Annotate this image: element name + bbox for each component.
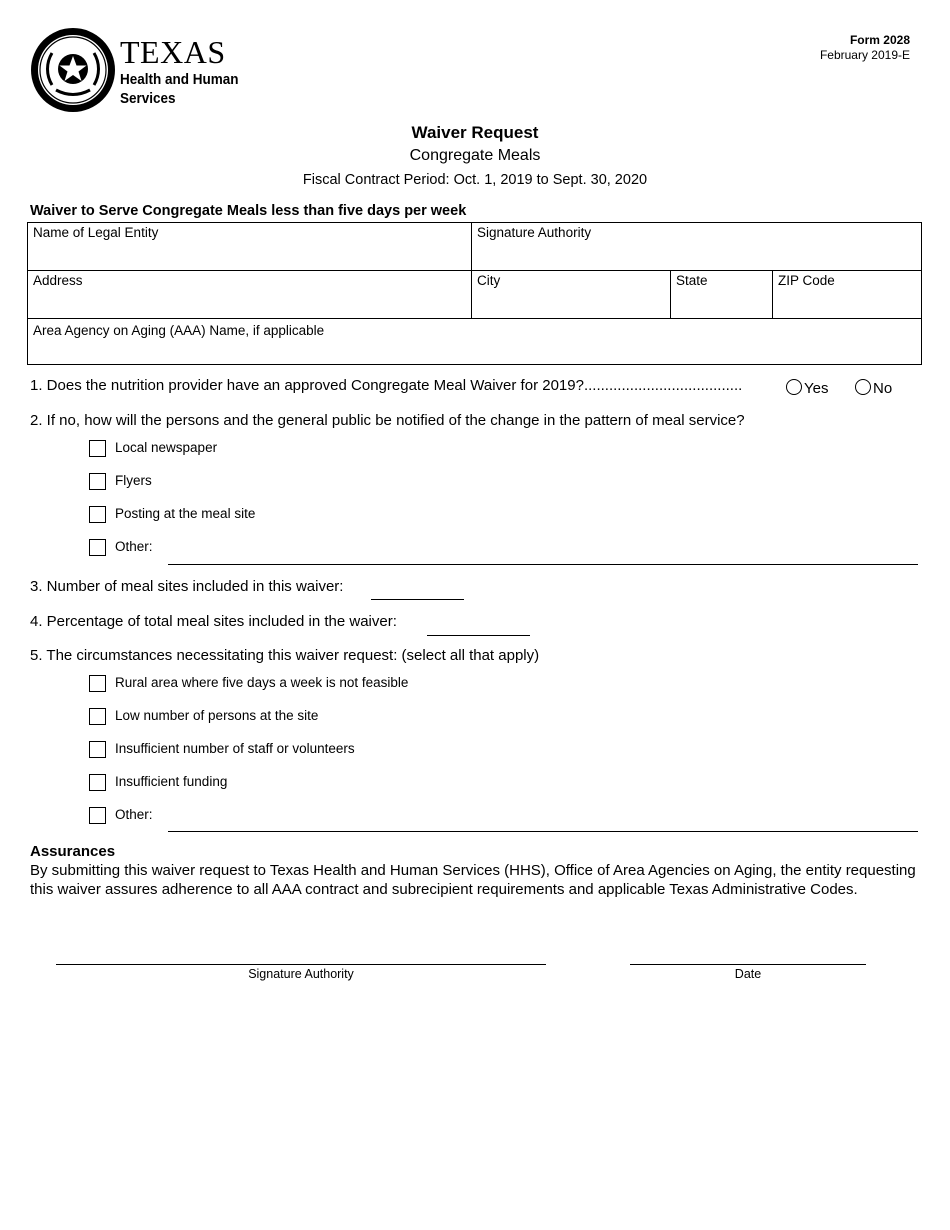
question-5: 5. The circumstances necessitating this waiver request: (select all that apply) — [30, 647, 540, 664]
state-field[interactable] — [671, 271, 773, 319]
date-caption: Date — [734, 967, 762, 981]
fiscal-period: Fiscal Contract Period: Oct. 1, 2019 to Sept. 30, 2020 — [302, 172, 648, 188]
q2-option-label: Other: — [115, 539, 153, 554]
form-identifier — [820, 33, 910, 63]
signature-line[interactable] — [56, 964, 546, 965]
q2-flyers-checkbox[interactable] — [89, 473, 106, 490]
question-3: 3. Number of meal sites included in this waiver: — [30, 578, 344, 595]
radio-circle-icon — [855, 379, 871, 395]
aaa-name-field[interactable] — [28, 319, 921, 364]
q5-option-label: Low number of persons at the site — [115, 708, 319, 723]
q1-yes-label: Yes — [804, 380, 829, 397]
address-label: Address — [33, 273, 83, 288]
assurances-text: By submitting this waiver request to Texas Health and Human Services (HHS), Office of Area Agencies on Aging, the entity requesting this waiver assures adherence to all AAA contract and subrecipient requirements and applicable Texas Administrative Codes. — [30, 862, 916, 898]
signature-authority-caption: Signature Authority — [248, 967, 354, 981]
q5-staff-checkbox[interactable] — [89, 741, 106, 758]
q2-posting-checkbox[interactable] — [89, 506, 106, 523]
q5-option-label: Insufficient funding — [115, 774, 228, 789]
aaa-name-label: Area Agency on Aging (AAA) Name, if applicable — [33, 323, 325, 338]
section-heading: Waiver to Serve Congregate Meals less than five days per week — [30, 203, 467, 219]
logo-line-1: Health and Human — [120, 71, 239, 88]
q5-option-label: Insufficient number of staff or volunteers — [115, 741, 355, 756]
form-number: Form 2028 — [849, 33, 910, 47]
signature-authority-label: Signature Authority — [477, 225, 592, 240]
q1-no-radio[interactable] — [855, 379, 892, 397]
q2-other-checkbox[interactable] — [89, 539, 106, 556]
state-label: State — [676, 273, 708, 288]
q2-option-label: Flyers — [115, 473, 152, 488]
question-1: 1. Does the nutrition provider have an approved Congregate Meal Waiver for 2019?...................................... — [30, 377, 743, 394]
city-label: City — [477, 273, 501, 288]
q4-answer-line[interactable] — [427, 635, 530, 636]
q1-yes-radio[interactable] — [786, 379, 828, 397]
date-line[interactable] — [630, 964, 866, 965]
q2-option-label: Local newspaper — [115, 440, 218, 455]
q5-other-checkbox[interactable] — [89, 807, 106, 824]
hhs-seal-logo — [30, 27, 116, 113]
question-4: 4. Percentage of total meal sites included in the waiver: — [30, 613, 397, 630]
form-date: February 2019-E — [819, 48, 910, 62]
q2-option-label: Posting at the meal site — [115, 506, 256, 521]
zip-label: ZIP Code — [778, 273, 835, 288]
q5-low-persons-checkbox[interactable] — [89, 708, 106, 725]
q5-funding-checkbox[interactable] — [89, 774, 106, 791]
legal-entity-label: Name of Legal Entity — [33, 225, 159, 240]
page-subtitle: Congregate Meals — [409, 147, 541, 164]
q2-local-newspaper-checkbox[interactable] — [89, 440, 106, 457]
assurances-heading: Assurances — [30, 843, 116, 860]
q5-option-label: Other: — [115, 807, 153, 822]
page-title: Waiver Request — [411, 123, 539, 142]
signature-authority-field[interactable] — [472, 223, 921, 271]
q2-other-input-line[interactable] — [168, 564, 918, 565]
logo-word: TEXAS — [120, 34, 226, 70]
q3-answer-line[interactable] — [371, 599, 464, 600]
logo-line-2: Services — [120, 90, 176, 107]
agency-wordmark — [120, 34, 252, 108]
radio-circle-icon — [786, 379, 802, 395]
q5-other-input-line[interactable] — [168, 831, 918, 832]
q5-option-label: Rural area where five days a week is not feasible — [115, 675, 409, 690]
city-field[interactable] — [472, 271, 671, 319]
entity-info-table — [27, 222, 922, 365]
q5-rural-checkbox[interactable] — [89, 675, 106, 692]
question-2: 2. If no, how will the persons and the general public be notified of the change in the pattern of meal service? — [30, 412, 745, 429]
address-field[interactable] — [28, 271, 472, 319]
legal-entity-field[interactable] — [28, 223, 472, 271]
q1-no-label: No — [873, 380, 893, 397]
zip-field[interactable] — [773, 271, 921, 319]
